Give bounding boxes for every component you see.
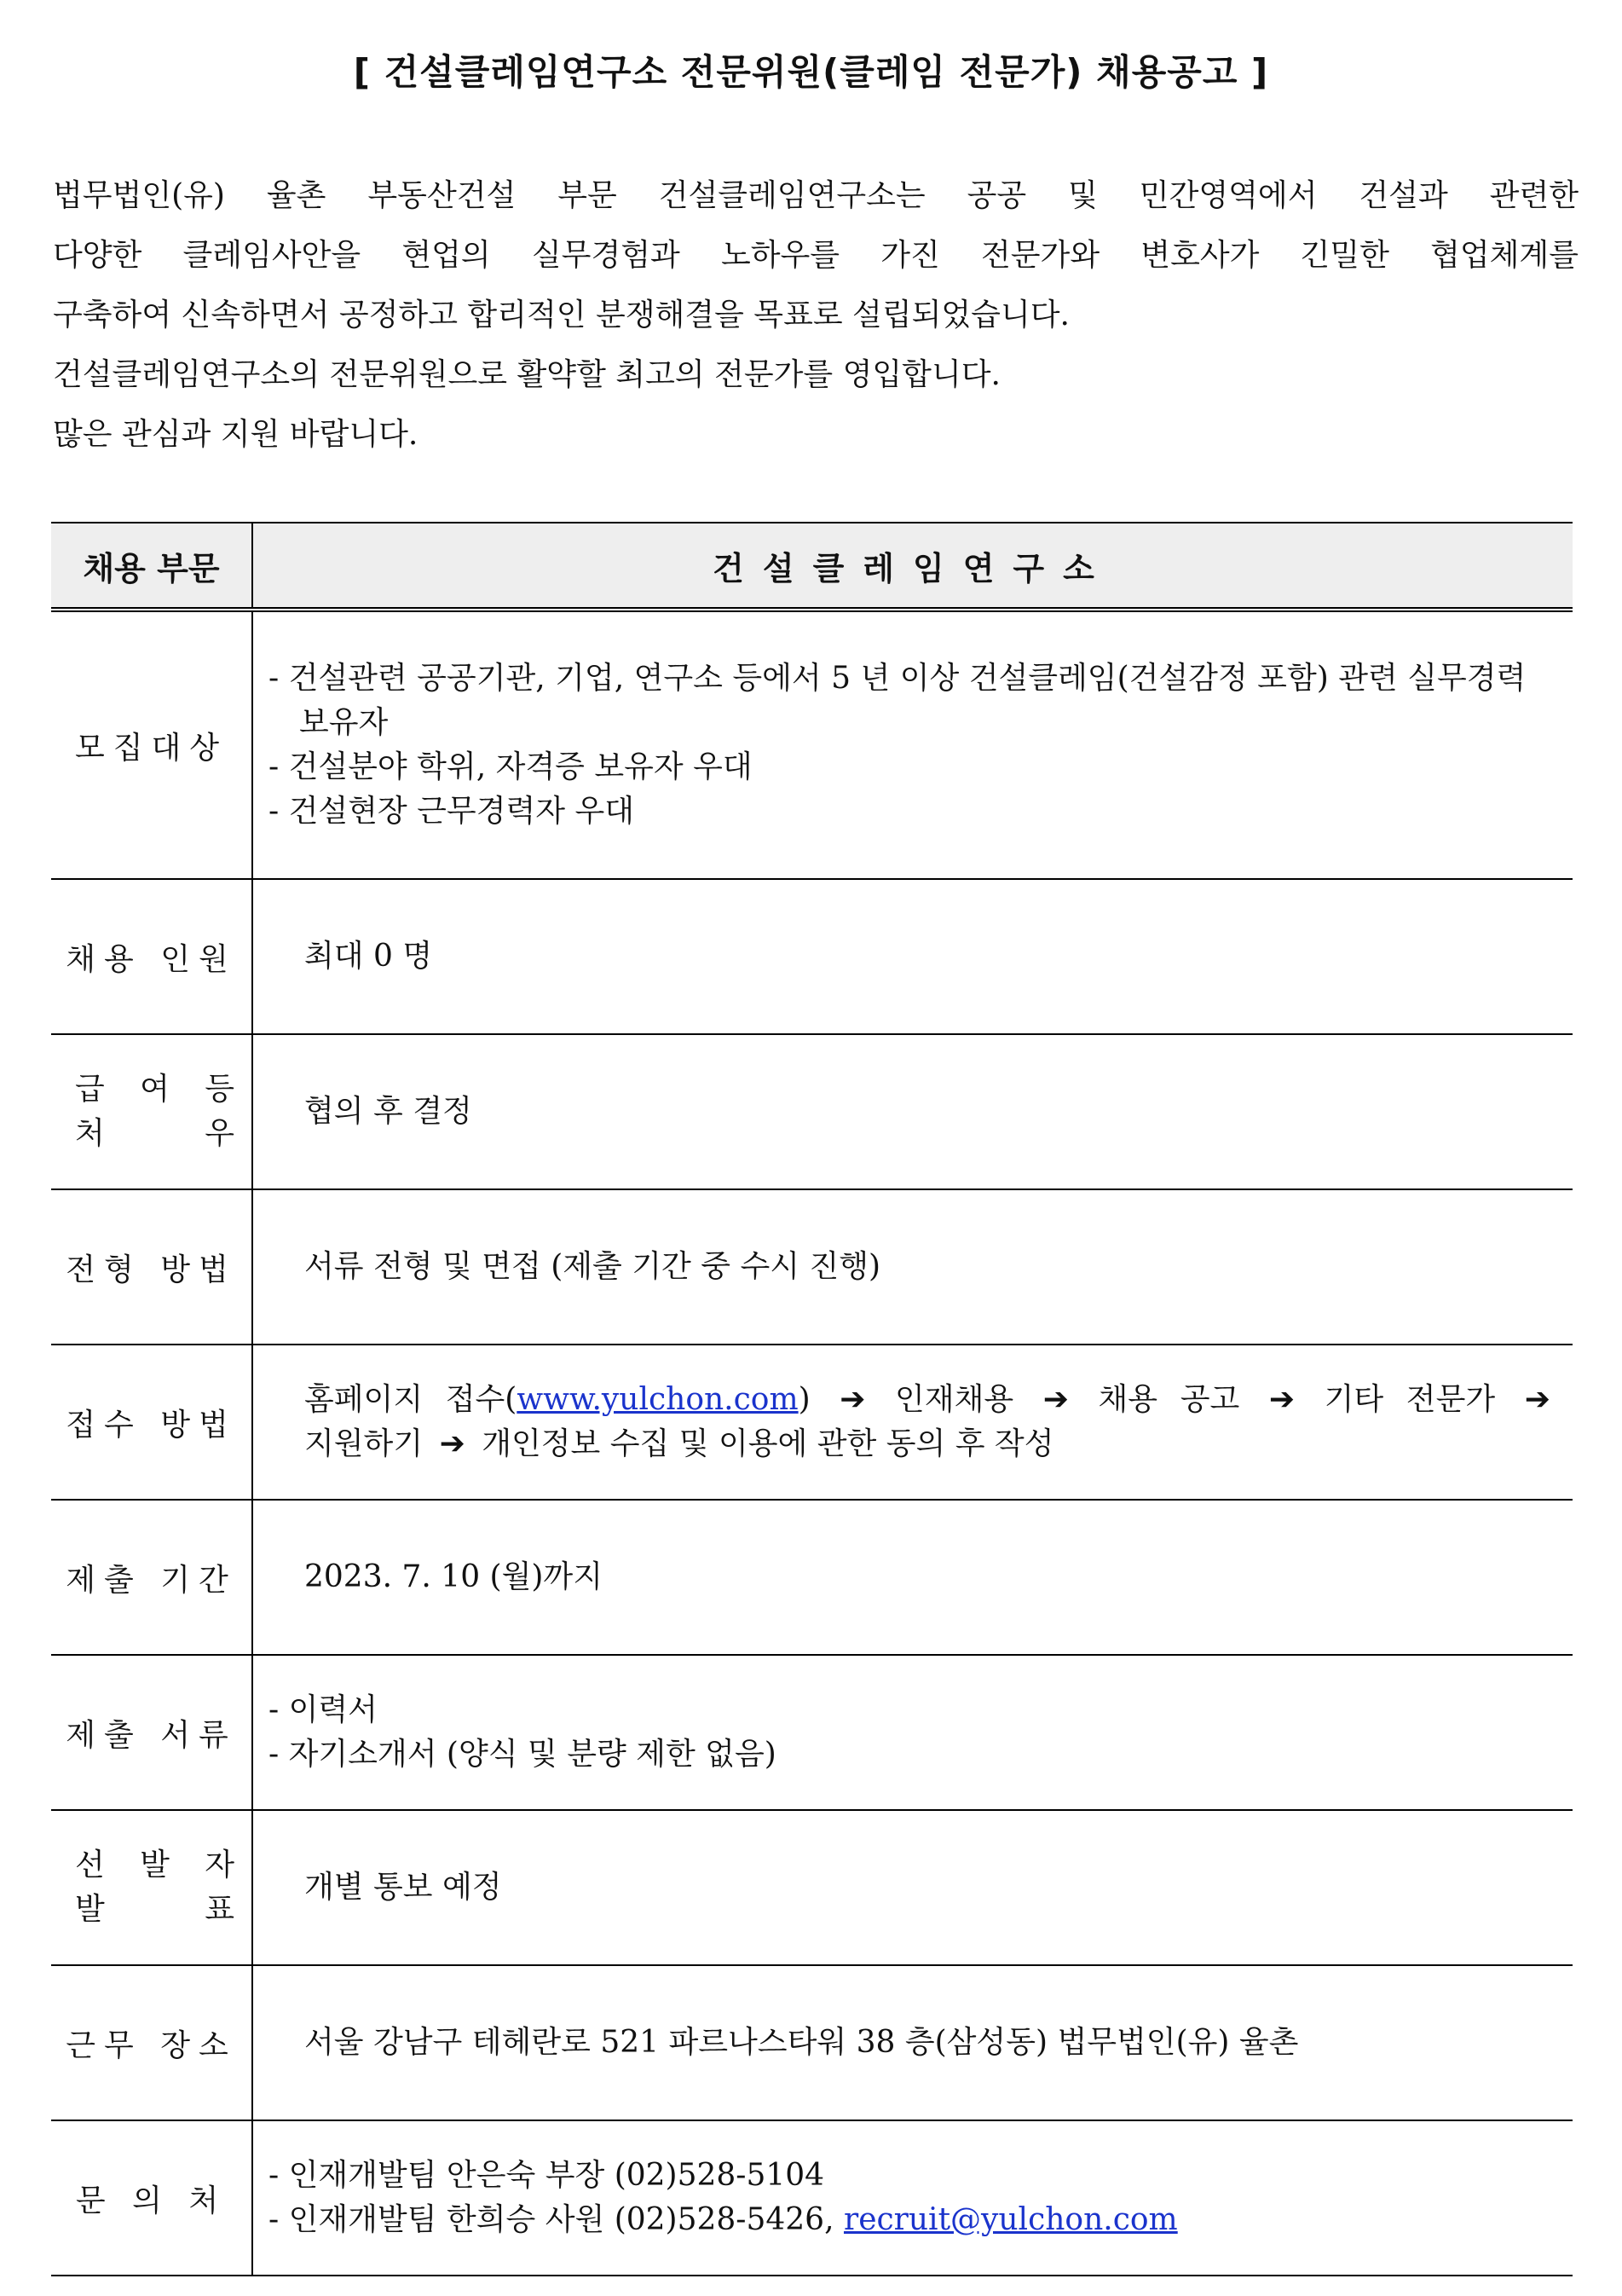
page-title: [ 건설클레임연구소 전문위원(클레임 전문가) 채용공고 ] [353, 51, 1269, 93]
location-value: 서울 강남구 테헤란로 521 파르나스타워 38 층(삼성동) 법무법인(유) 율촌 [252, 1965, 1573, 2120]
header-value: 건설클레임연구소 [252, 523, 1573, 610]
list-item: - 이력서 [268, 1692, 378, 1727]
intro-line: 다양한 클레임사안을 현업의 실무경험과 노하우를 가진 전문가와 변호사가 긴밀한 협업체계를 [53, 238, 1579, 273]
list-item: - 건설관련 공공기관, 기업, 연구소 등에서 5 년 이상 건설클레임(건설감정 포함) 관련 실무경력 보유자 [268, 661, 1527, 740]
target-value [252, 610, 1573, 879]
contact-prefix: - 인재개발팀 한희승 사원 (02)528-5426, [268, 2202, 844, 2237]
list-item: - 자기소개서 (양식 및 분량 제한 없음) [268, 1737, 776, 1772]
intro-line: 많은 관심과 지원 바랍니다. [53, 417, 418, 452]
apply-prefix: 홈페이지 접수( [304, 1382, 517, 1417]
deadline-label: 제출 기간 [51, 1500, 252, 1655]
salary-label-line1: 급 여 등 [75, 1072, 234, 1107]
table-row-documents [51, 1655, 1573, 1810]
table-row-headcount [51, 879, 1573, 1034]
salary-label-line2: 처 우 [75, 1116, 234, 1151]
apply-step: 지원하기 [304, 1426, 424, 1461]
contact-value [252, 2120, 1573, 2276]
apply-step: 인재채용 [895, 1382, 1014, 1417]
homepage-link[interactable]: www.yulchon.com [517, 1382, 799, 1417]
apply-suffix: ) [798, 1382, 811, 1417]
table-row-announce [51, 1810, 1573, 1965]
list-item: - 건설현장 근무경력자 우대 [268, 794, 635, 829]
table-row-deadline [51, 1500, 1573, 1655]
deadline-value: 2023. 7. 10 (월)까지 [252, 1500, 1573, 1655]
table-row-target [51, 610, 1573, 879]
announce-value: 개별 통보 예정 [252, 1810, 1573, 1965]
headcount-label: 채용 인원 [51, 879, 252, 1034]
apply-step: 기타 전문가 [1324, 1382, 1496, 1417]
arrow-right-icon: ➔ [1042, 1382, 1069, 1417]
documents-label: 제출 서류 [51, 1655, 252, 1810]
intro-line: 법무법인(유) 율촌 부동산건설 부문 건설클레임연구소는 공공 및 민간영역에서 건설과 관련한 [53, 178, 1579, 213]
list-item [268, 2198, 1557, 2242]
email-link[interactable]: recruit@yulchon.com [843, 2202, 1178, 2237]
table-header-row [51, 523, 1573, 610]
intro-line: 건설클레임연구소의 전문위원으로 활약할 최고의 전문가를 영입합니다. [53, 357, 1001, 392]
header-label: 채용 부문 [51, 523, 252, 610]
intro-paragraph [53, 166, 1579, 465]
list-item: - 인재개발팀 안은숙 부장 (02)528-5104 [268, 2158, 825, 2193]
headcount-value: 최대 0 명 [252, 879, 1573, 1034]
contact-label: 문 의 처 [51, 2120, 252, 2276]
apply-line1 [304, 1378, 1557, 1422]
announce-label [51, 1810, 252, 1965]
announce-label-line2: 발 표 [75, 1892, 234, 1927]
target-label: 모집대상 [51, 610, 252, 879]
process-label: 전형 방법 [51, 1189, 252, 1345]
arrow-right-icon: ➔ [840, 1382, 866, 1417]
intro-line: 구축하여 신속하면서 공정하고 합리적인 분쟁해결을 목표로 설립되었습니다. [53, 298, 1070, 333]
announce-label-line1: 선 발 자 [75, 1848, 234, 1882]
salary-value: 협의 후 결정 [252, 1034, 1573, 1189]
table-row-salary [51, 1034, 1573, 1189]
table-row-contact [51, 2120, 1573, 2276]
apply-line2 [304, 1422, 1557, 1466]
arrow-right-icon: ➔ [1268, 1382, 1296, 1417]
apply-label: 접수 방법 [51, 1345, 252, 1500]
documents-value [252, 1655, 1573, 1810]
recruitment-table [51, 522, 1573, 2276]
table-row-apply [51, 1345, 1573, 1500]
apply-step: 채용 공고 [1098, 1382, 1240, 1417]
process-value: 서류 전형 및 면접 (제출 기간 중 수시 진행) [252, 1189, 1573, 1345]
table-row-process [51, 1189, 1573, 1345]
salary-label [51, 1034, 252, 1189]
apply-value [252, 1345, 1573, 1500]
arrow-right-icon: ➔ [1524, 1382, 1550, 1417]
location-label: 근무 장소 [51, 1965, 252, 2120]
table-row-location [51, 1965, 1573, 2120]
arrow-right-icon: ➔ [439, 1426, 465, 1461]
apply-step: 개인정보 수집 및 이용에 관한 동의 후 작성 [482, 1426, 1054, 1461]
list-item: - 건설분야 학위, 자격증 보유자 우대 [268, 749, 753, 784]
